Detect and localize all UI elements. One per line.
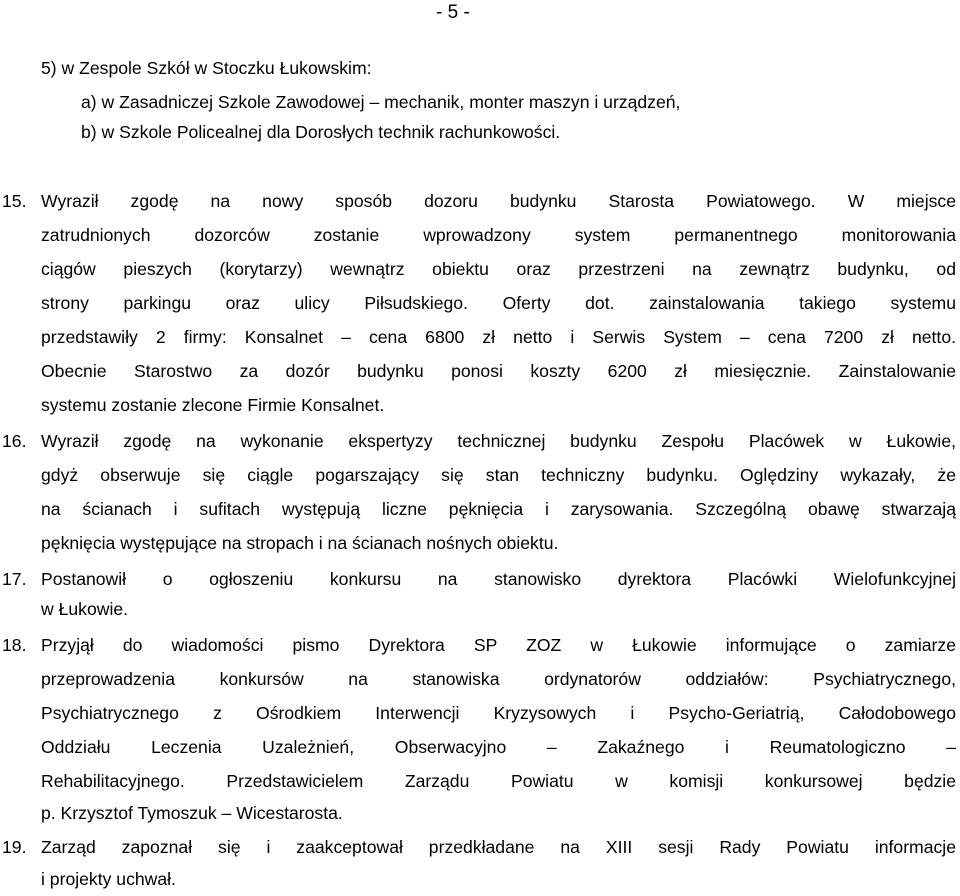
item-19-line-1: Zarząd zapoznał się i zaakceptował przedkładane na XIII sesji Rady Powiatu informacje <box>41 837 956 857</box>
item-19-number: 19. <box>2 837 27 857</box>
item-18-line-6: p. Krzysztof Tymoszuk – Wicestarosta. <box>41 803 343 823</box>
item-15-number: 15. <box>2 191 27 211</box>
item-16-line-2: gdyż obserwuje się ciągle pogarszający się stan techniczny budynku. Oględziny wykazały, że <box>41 465 956 485</box>
item-15-line-6: Obecnie Starostwo za dozór budynku ponosi koszty 6200 zł miesięcznie. Zainstalowanie <box>41 361 956 381</box>
item-18-line-4: Oddziału Leczenia Uzależnień, Obserwacyjno – Zakaźnego i Reumatologiczno – <box>41 737 956 757</box>
item-15-line-5: przedstawiły 2 firmy: Konsalnet – cena 6800 zł netto i Serwis System – cena 7200 zł netto. <box>41 327 956 347</box>
item-19-line-2: i projekty uchwał. <box>41 869 176 889</box>
page-number: - 5 - <box>436 2 470 23</box>
item-16-line-3: na ścianach i sufitach występują liczne pęknięcia i zarysowania. Szczególną obawę stwarzają <box>41 499 956 519</box>
item-16-line-1: Wyraził zgodę na wykonanie ekspertyzy technicznej budynku Zespołu Placówek w Łukowie, <box>41 431 956 451</box>
item-16-line-4: pęknięcia występujące na stropach i na ścianach nośnych obiektu. <box>41 533 559 553</box>
item-15-line-7: systemu zostanie zlecone Firmie Konsalnet. <box>41 395 385 415</box>
item-18-line-1: Przyjął do wiadomości pismo Dyrektora SP ZOZ w Łukowie informujące o zamiarze <box>41 635 956 655</box>
item-17-line-2: w Łukowie. <box>41 599 129 619</box>
item-16-number: 16. <box>2 431 27 451</box>
item-5-sub-b: b) w Szkole Policealnej dla Dorosłych technik rachunkowości. <box>81 122 561 142</box>
item-15-line-3: ciągów pieszych (korytarzy) wewnątrz obiektu oraz przestrzeni na zewnątrz budynku, od <box>41 259 956 279</box>
item-5-sub-a: a) w Zasadniczej Szkole Zawodowej – mechanik, monter maszyn i urządzeń, <box>81 92 681 112</box>
item-17-number: 17. <box>2 569 27 589</box>
item-18-line-2: przeprowadzenia konkursów na stanowiska ordynatorów oddziałów: Psychiatrycznego, <box>41 669 956 689</box>
item-15-line-1: Wyraził zgodę na nowy sposób dozoru budynku Starosta Powiatowego. W miejsce <box>41 191 956 211</box>
item-15-line-4: strony parkingu oraz ulicy Piłsudskiego. Oferty dot. zainstalowania takiego systemu <box>41 293 956 313</box>
item-17-line-1: Postanowił o ogłoszeniu konkursu na stanowisko dyrektora Placówki Wielofunkcyjnej <box>41 569 956 589</box>
item-15-line-2: zatrudnionych dozorców zostanie wprowadzony system permanentnego monitorowania <box>41 225 956 245</box>
item-18-line-3: Psychiatrycznego z Ośrodkiem Interwencji Kryzysowych i Psycho-Geriatrią, Całodobowego <box>41 703 956 723</box>
item-5-heading: 5) w Zespole Szkół w Stoczku Łukowskim: <box>41 58 372 78</box>
item-18-number: 18. <box>2 635 27 655</box>
item-18-line-5: Rehabilitacyjnego. Przedstawicielem Zarządu Powiatu w komisji konkursowej będzie <box>41 771 956 791</box>
